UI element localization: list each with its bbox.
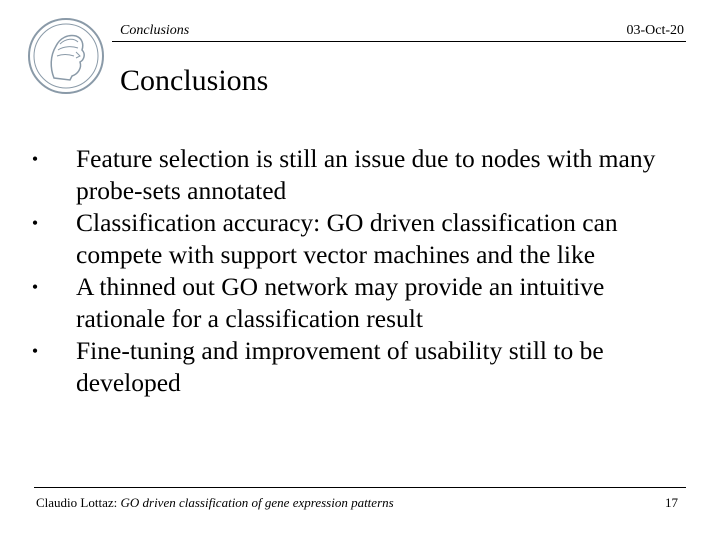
bullet-icon: • — [31, 149, 39, 169]
bullet-item — [28, 271, 688, 335]
footer-author: Claudio Lottaz: — [36, 495, 121, 510]
footer-divider — [34, 487, 686, 488]
bullet-text: A thinned out GO network may provide an intuitive rationale for a classification result — [76, 272, 605, 333]
bullet-text: Feature selection is still an issue due to nodes with many probe-sets annotated — [76, 144, 656, 205]
bullet-icon: • — [31, 277, 39, 297]
bullet-text: Fine-tuning and improvement of usability still to be developed — [76, 336, 604, 397]
header-divider — [112, 41, 686, 42]
minerva-seal-icon — [26, 16, 106, 96]
bullet-icon: • — [31, 341, 39, 361]
header-date: 03-Oct-20 — [626, 23, 684, 38]
footer-credit — [36, 495, 394, 511]
bullet-item — [28, 143, 688, 207]
bullet-icon: • — [31, 213, 39, 233]
bullet-text: Classification accuracy: GO driven classification can compete with support vector machines and the like — [76, 208, 618, 269]
page-number: 17 — [665, 495, 678, 510]
bullet-item — [28, 335, 688, 399]
footer-talk-title: GO driven classification of gene expression patterns — [120, 495, 394, 510]
slide-title: Conclusions — [120, 64, 269, 97]
bullet-item — [28, 207, 688, 271]
bullet-list — [28, 143, 688, 399]
header-section-label: Conclusions — [120, 23, 190, 38]
